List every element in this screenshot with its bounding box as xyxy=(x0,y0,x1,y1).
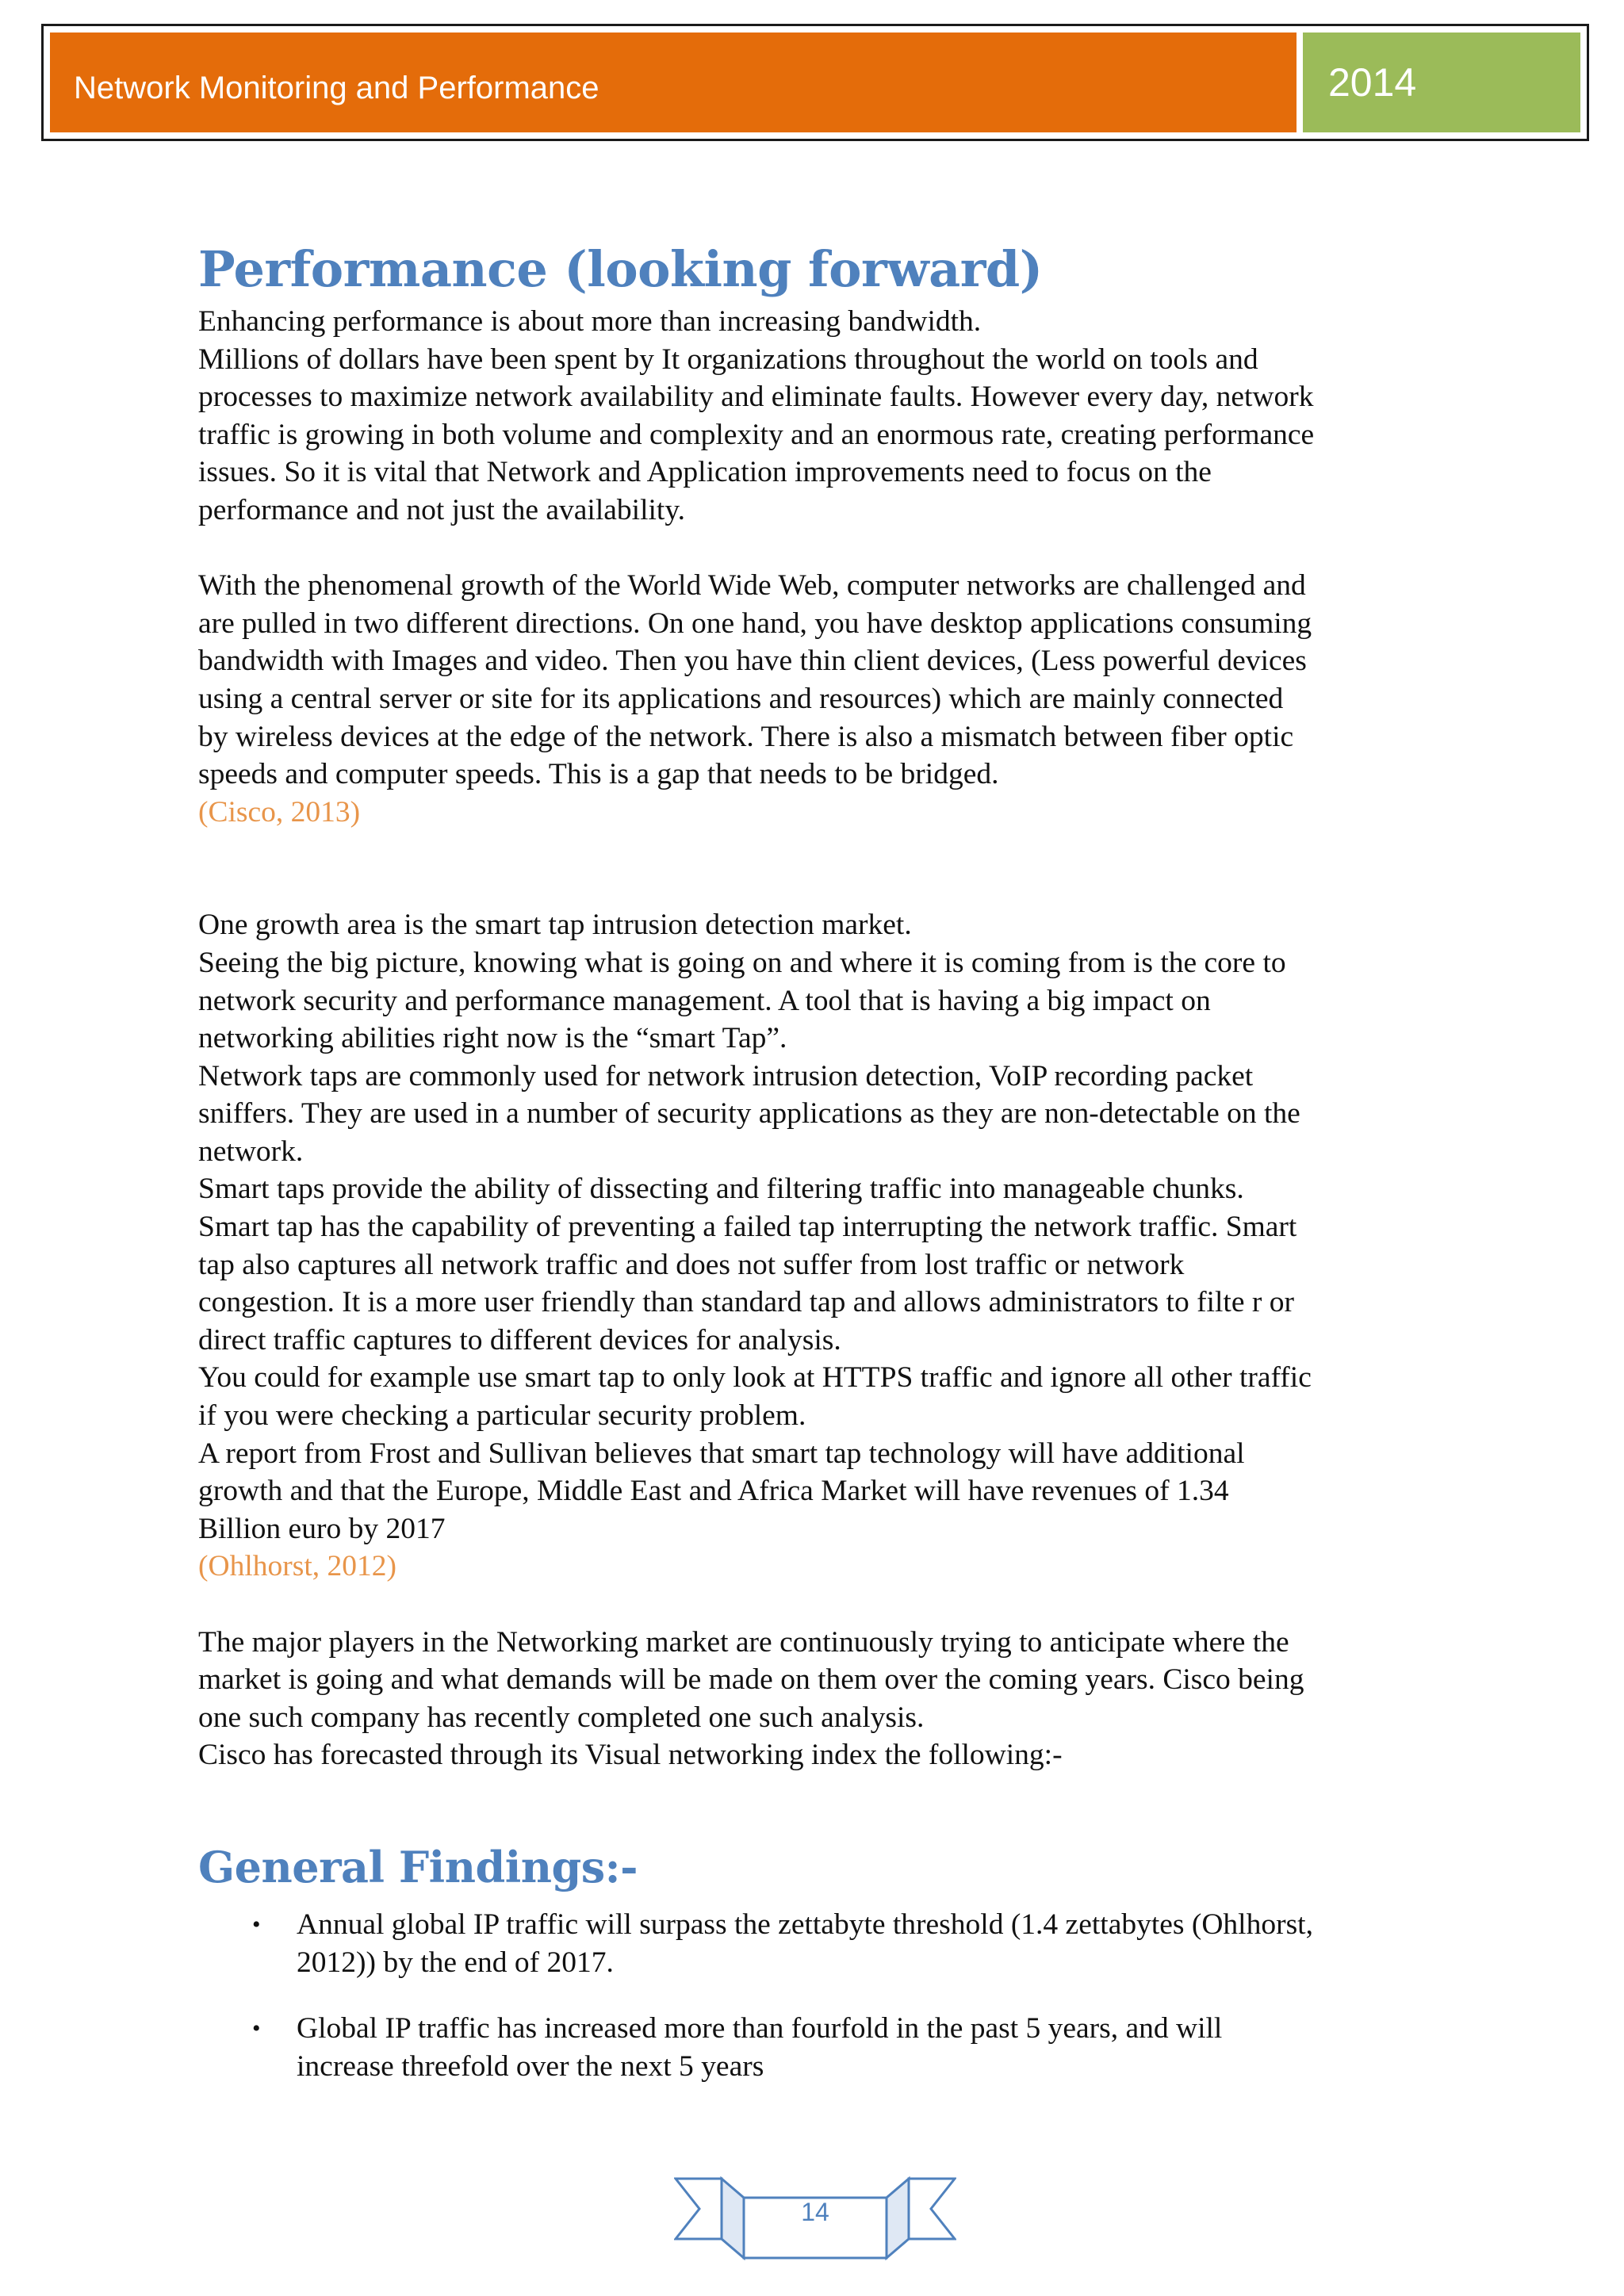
text-line: Smart tap has the capability of preventing a failed tap interrupting the network traffic. Smart xyxy=(198,1211,1297,1244)
text-line: increase threefold over the next 5 years xyxy=(297,2049,764,2083)
text-line: Cisco has forecasted through its Visual networking index the following:- xyxy=(198,1739,1063,1772)
citation-cisco: (Cisco, 2013) xyxy=(198,795,361,828)
paragraph-major-players xyxy=(198,1624,1435,1774)
list-item xyxy=(198,1906,1435,1981)
text-line: Seeing the big picture, knowing what is going on and where it is coming from is the core to xyxy=(198,946,1286,979)
text-line: 2012)) by the end of 2017. xyxy=(297,1946,614,1979)
text-line: The major players in the Networking market are continuously trying to anticipate where the xyxy=(198,1625,1289,1659)
text-line: bandwidth with Images and video. Then you have thin client devices, (Less powerful devices xyxy=(198,645,1307,678)
text-line: network security and performance management. A tool that is having a big impact on xyxy=(198,984,1211,1017)
page-body xyxy=(198,238,1435,2114)
text-line: Enhancing performance is about more than increasing bandwidth. xyxy=(198,305,982,338)
text-line: congestion. It is a more user friendly than standard tap and allows administrators to filte r or xyxy=(198,1286,1294,1319)
header-bar xyxy=(50,33,1580,132)
text-line: You could for example use smart tap to only look at HTTPS traffic and ignore all other traffic xyxy=(198,1361,1312,1395)
list-item xyxy=(198,2010,1435,2085)
text-line: by wireless devices at the edge of the network. There is also a mismatch between fiber optic xyxy=(198,720,1294,753)
text-line: direct traffic captures to different devices for analysis. xyxy=(198,1323,841,1357)
text-line: Millions of dollars have been spent by It organizations throughout the world on tools and xyxy=(198,342,1258,376)
text-line: tap also captures all network traffic and does not suffer from lost traffic or network xyxy=(198,1248,1185,1281)
text-line: Annual global IP traffic will surpass the zettabyte threshold (1.4 zettabytes (Ohlhorst, xyxy=(297,1908,1313,1941)
text-line: Billion euro by 2017 xyxy=(198,1512,446,1545)
text-line: market is going and what demands will be made on them over the coming years. Cisco being xyxy=(198,1663,1304,1697)
paragraph-world-wide-web xyxy=(198,567,1435,831)
text-line: A report from Frost and Sullivan believes that smart tap technology will have additional xyxy=(198,1437,1245,1470)
text-line: With the phenomenal growth of the World Wide Web, computer networks are challenged and xyxy=(198,569,1306,603)
text-line: Network taps are commonly used for network intrusion detection, VoIP recording packet xyxy=(198,1059,1254,1093)
text-line: One growth area is the smart tap intrusion detection market. xyxy=(198,909,912,942)
page-number: 14 xyxy=(801,2198,829,2226)
text-line: performance and not just the availability. xyxy=(198,493,686,526)
text-line: one such company has recently completed one such analysis. xyxy=(198,1701,925,1734)
header-title: Network Monitoring and Performance xyxy=(50,33,1297,132)
section-heading-general-findings: General Findings:- xyxy=(198,1841,638,1892)
text-line: processes to maximize network availability and eliminate faults. However every day, network xyxy=(198,381,1314,414)
page-footer xyxy=(674,2169,956,2280)
text-line: if you were checking a particular security problem. xyxy=(198,1399,806,1433)
text-line: using a central server or site for its applications and resources) which are mainly connected xyxy=(198,682,1284,715)
bullet-icon: • xyxy=(252,2015,261,2042)
page-header xyxy=(41,24,1589,141)
text-line: issues. So it is vital that Network and Application improvements need to focus on the xyxy=(198,456,1212,489)
bullet-icon: • xyxy=(252,1911,261,1938)
text-line: speeds and computer speeds. This is a gap that needs to be bridged. xyxy=(198,758,999,791)
text-line: Global IP traffic has increased more than fourfold in the past 5 years, and will xyxy=(297,2012,1223,2045)
citation-ohlhorst: (Ohlhorst, 2012) xyxy=(198,1550,396,1583)
paragraph-enhancing-performance xyxy=(198,303,1435,530)
text-line: are pulled in two different directions. On one hand, you have desktop applications consuming xyxy=(198,607,1312,640)
text-line: growth and that the Europe, Middle East and Africa Market will have revenues of 1.34 xyxy=(198,1475,1229,1508)
text-line: sniffers. They are used in a number of security applications as they are non-detectable on the xyxy=(198,1097,1300,1131)
text-line: traffic is growing in both volume and complexity and an enormous rate, creating performance xyxy=(198,418,1315,451)
findings-list xyxy=(198,1906,1435,2085)
header-year: 2014 xyxy=(1303,33,1580,132)
text-line: Smart taps provide the ability of dissecting and filtering traffic into manageable chunks. xyxy=(198,1173,1244,1206)
header-divider xyxy=(1297,33,1303,132)
paragraph-smart-tap xyxy=(198,906,1435,1586)
text-line: networking abilities right now is the “smart Tap”. xyxy=(198,1022,787,1055)
section-heading-performance: Performance (looking forward) xyxy=(198,240,1043,298)
text-line: network. xyxy=(198,1135,304,1168)
